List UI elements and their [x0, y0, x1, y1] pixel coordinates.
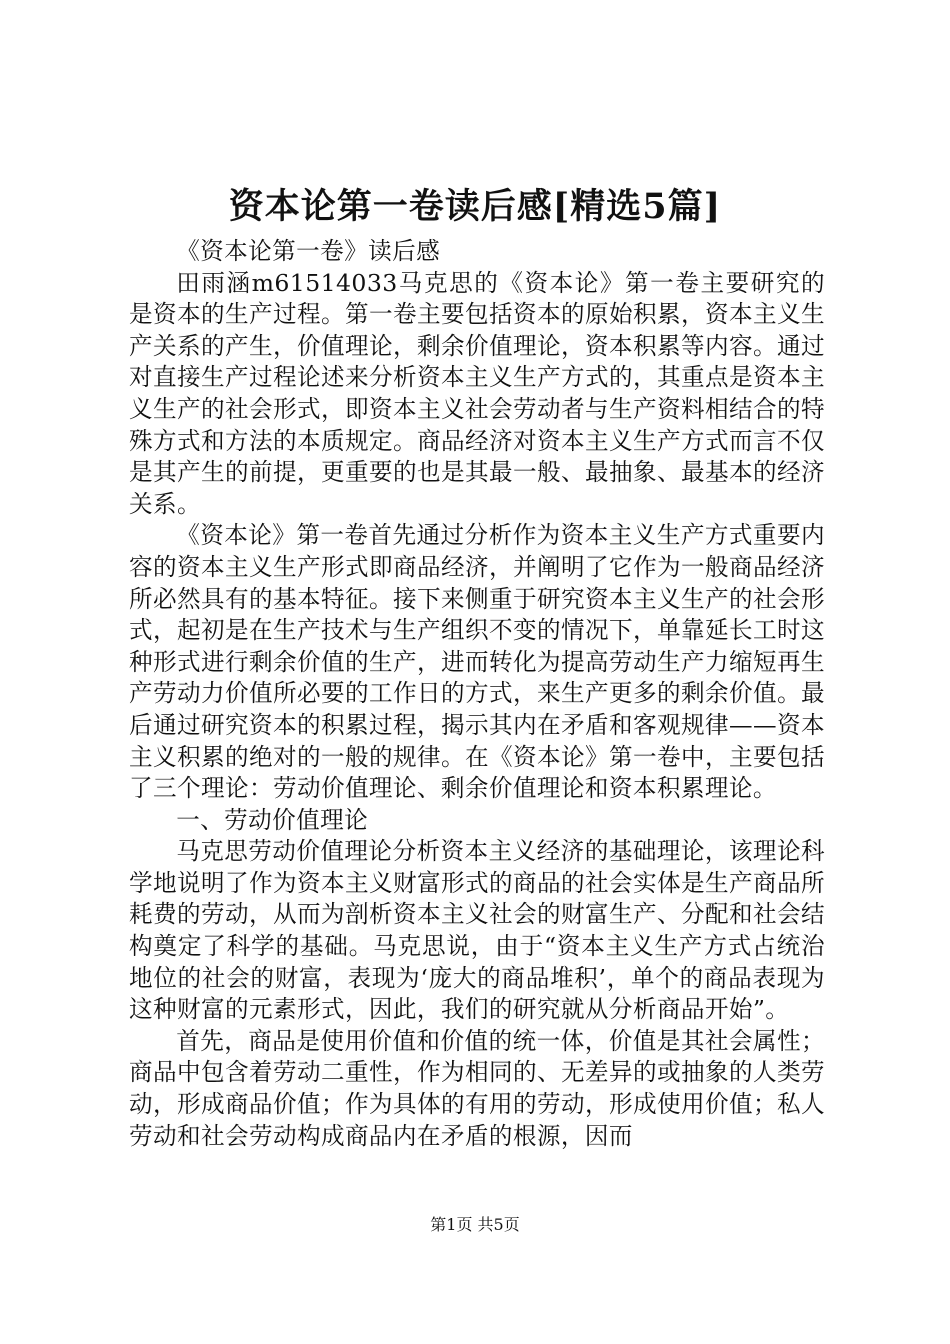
page-number-footer: 第1页 共5页	[430, 1215, 520, 1234]
paragraph: 《资本论》第一卷首先通过分析作为资本主义生产方式重要内容的资本主义生产形式即商品经济，并阐明了它作为一般商品经济所必然具有的基本特征。接下来侧重于研究资本主义生产的社会形式，起初是在生产技术与生产组织不变的情况下，单靠延长工时这种形式进行剩余价值的生产，进而转化为提高劳动生产力缩短再生产劳动力价值所必要的工作日的方式，来生产更多的剩余价值。最后通过研究资本的积累过程，揭示其内在矛盾和客观规律——资本主义积累的绝对的一般的规律。在《资本论》第一卷中，主要包括了三个理论：劳动价值理论、剩余价值理论和资本积累理论。	[129, 521, 825, 803]
paragraph: 田雨涵m61514033马克思的《资本论》第一卷主要研究的是资本的生产过程。第一卷主要包括资本的原始积累，资本主义生产关系的产生，价值理论，剩余价值理论，资本积累等内容。通过对直接生产过程论述来分析资本主义生产方式的，其重点是资本主义生产的社会形式，即资本主义社会劳动者与生产资料相结合的特殊方式和方法的本质规定。商品经济对资本主义生产方式而言不仅是其产生的前提，更重要的也是其最一般、最抽象、最基本的经济关系。	[129, 268, 825, 518]
paragraph: 马克思劳动价值理论分析资本主义经济的基础理论，该理论科学地说明了作为资本主义财富形式的商品的社会实体是生产商品所耗费的劳动，从而为剖析资本主义社会的财富生产、分配和社会结构奠定了科学的基础。马克思说，由于“资本主义生产方式占统治地位的社会的财富，表现为‘庞大的商品堆积’，单个的商品表现为这种财富的元素形式，因此，我们的研究就从分析商品开始”。	[129, 837, 825, 1024]
paragraph-subtitle: 《资本论第一卷》读后感	[176, 237, 441, 265]
paragraph: 首先，商品是使用价值和价值的统一体，价值是其社会属性；商品中包含着劳动二重性，作为相同的、无差异的或抽象的人类劳动，形成商品价值；作为具体的有用的劳动，形成使用价值；私人劳动和社会劳动构成商品内在矛盾的根源，因而	[129, 1026, 825, 1150]
document-body	[129, 236, 825, 1152]
section-heading: 一、劳动价值理论	[176, 805, 369, 834]
document-title: 资本论第一卷读后感[精选5篇]	[228, 186, 722, 227]
